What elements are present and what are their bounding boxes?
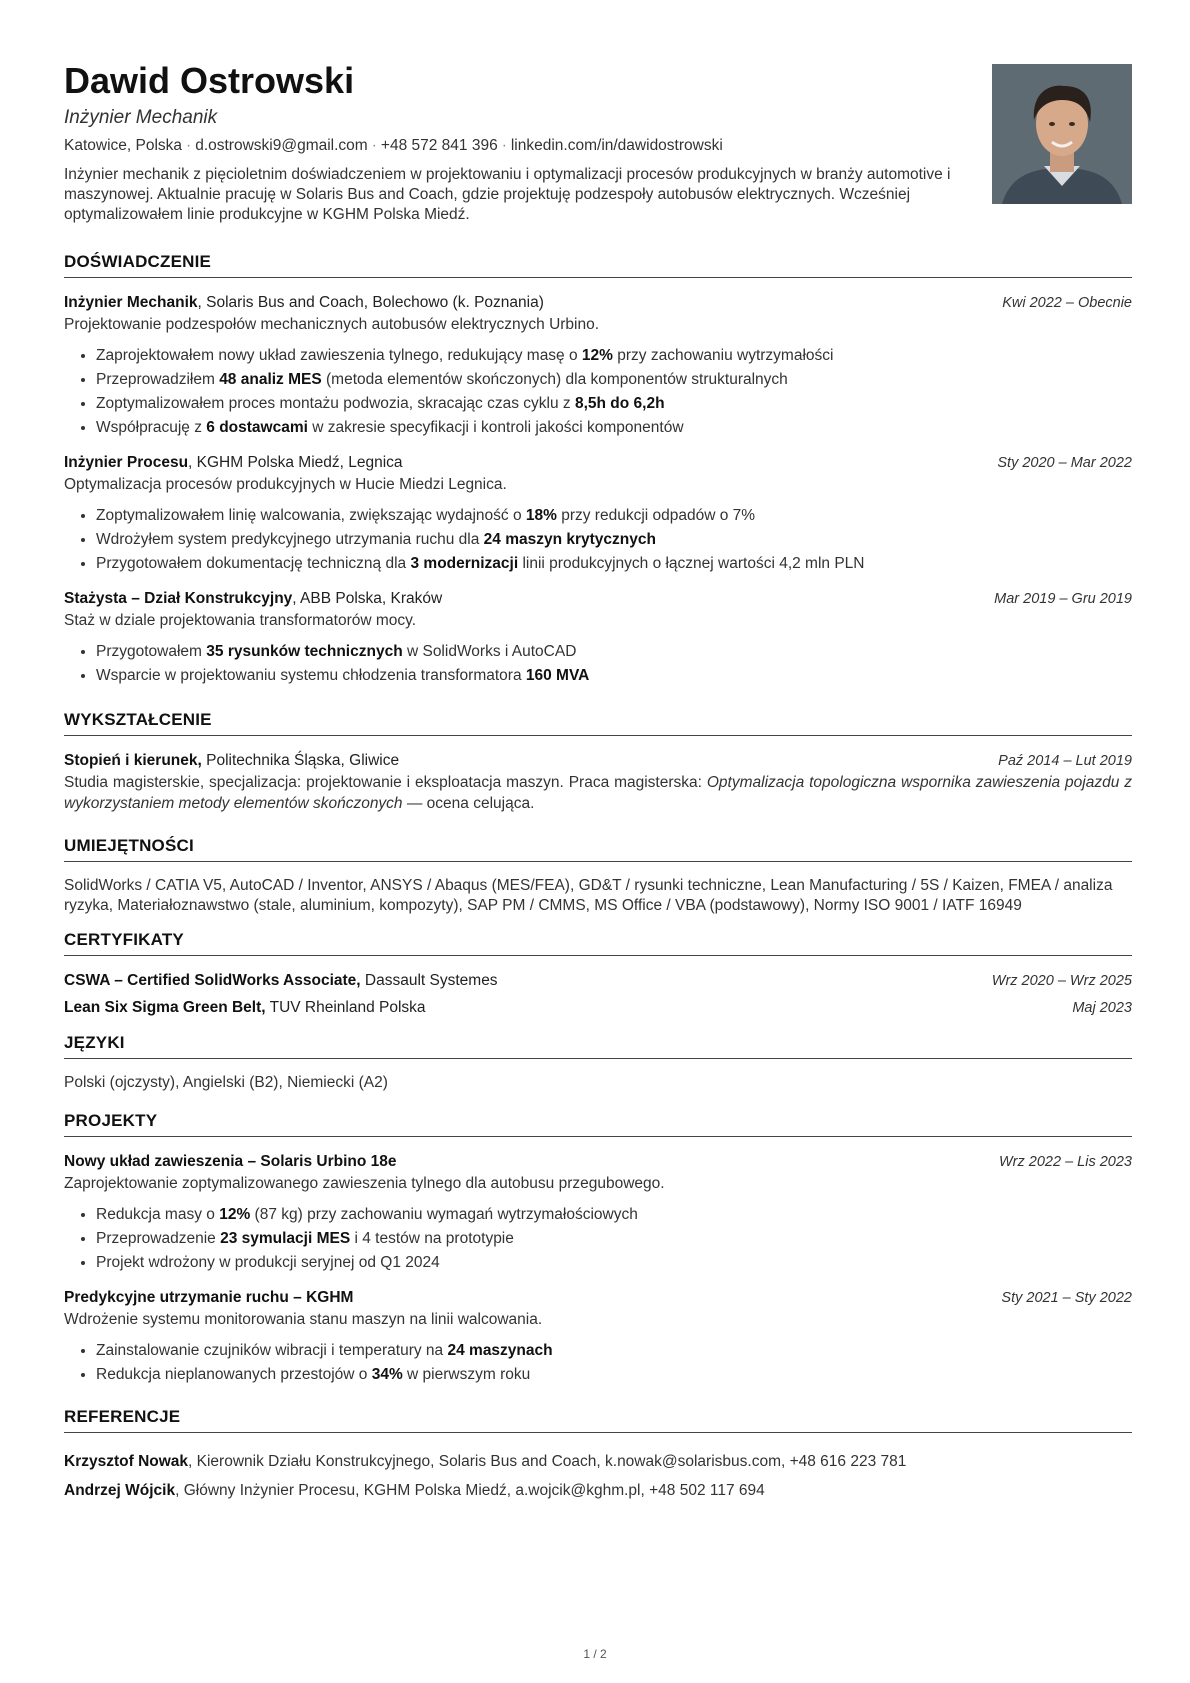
profile-summary: Inżynier mechanik z pięcioletnim doświadczeniem w projektowaniu i optymalizacji procesów produkcyjnych w branży automotive i maszynowej. Aktualnie pracuję w Solaris Bus and Coach, gdzie projektuję podzespoły autobusów elektrycznych. Wcześniej optymalizowałem linie produkcyjne w KGHM Polska Miedź. bbox=[64, 166, 951, 223]
reference-details: , Kierownik Działu Konstrukcyjnego, Solaris Bus and Coach, k.nowak@solarisbus.com, +48 616 223 781 bbox=[188, 1453, 907, 1470]
list-item: • Przygotowałem 35 rysunków technicznych w SolidWorks i AutoCAD bbox=[96, 640, 1132, 664]
projects-section bbox=[64, 1111, 1132, 1387]
projects-heading: PROJEKTY bbox=[64, 1111, 1132, 1137]
job-achievements bbox=[64, 344, 1132, 440]
contact-phone[interactable]: +48 572 841 396 bbox=[380, 137, 498, 154]
education-description: Studia magisterskie, specjalizacja: projektowanie i eksploatacja maszyn. Praca magisterska: Optymalizacja topologiczna wspornika zawieszenia pojazdu z wykorzystaniem metody elementów skończonych — ocena celująca. bbox=[64, 774, 1132, 812]
project-entry bbox=[64, 1151, 1132, 1275]
thesis-title: Optymalizacja topologiczna wspornika zawieszenia pojazdu z wykorzystaniem metody elementów skończonych bbox=[64, 774, 1132, 812]
job-date: Sty 2020 – Mar 2022 bbox=[997, 455, 1132, 471]
languages-list: Polski (ojczysty), Angielski (B2), Niemiecki (A2) bbox=[64, 1074, 388, 1091]
certificate-date: Wrz 2020 – Wrz 2025 bbox=[991, 973, 1132, 989]
school-name: Politechnika Śląska, Gliwice bbox=[201, 752, 400, 769]
project-description: Wdrożenie systemu monitorowania stanu maszyn na linii walcowania. bbox=[64, 1311, 543, 1328]
list-item: • Współpracuję z 6 dostawcami w zakresie specyfikacji i kontroli jakości komponentów bbox=[96, 416, 1132, 440]
education-heading: WYKSZTAŁCENIE bbox=[64, 710, 1132, 736]
project-title: Nowy układ zawieszenia – Solaris Urbino 18e bbox=[64, 1153, 397, 1170]
skills-heading: UMIEJĘTNOŚCI bbox=[64, 836, 1132, 862]
job-date: Kwi 2022 – Obecnie bbox=[1002, 295, 1132, 311]
education-entry bbox=[64, 750, 1132, 814]
contact-location: Katowice, Polska bbox=[64, 137, 183, 154]
resume-header bbox=[64, 60, 1132, 232]
contact-linkedin[interactable]: linkedin.com/in/dawidostrowski bbox=[510, 137, 723, 154]
job-achievements bbox=[64, 504, 1132, 576]
experience-section bbox=[64, 252, 1132, 688]
list-item: • Przeprowadzenie 23 symulacji MES i 4 testów na prototypie bbox=[96, 1227, 1132, 1251]
references-section bbox=[64, 1407, 1132, 1505]
project-results bbox=[64, 1203, 1132, 1275]
certificate-issuer: Dassault Systemes bbox=[360, 972, 498, 989]
project-date: Wrz 2022 – Lis 2023 bbox=[999, 1154, 1132, 1170]
certificate-date: Maj 2023 bbox=[1072, 1000, 1132, 1016]
list-item: • Redukcja nieplanowanych przestojów o 34% w pierwszym roku bbox=[96, 1363, 1132, 1387]
job-employer: , ABB Polska, Kraków bbox=[292, 590, 443, 607]
job-description: Optymalizacja procesów produkcyjnych w Hucie Miedzi Legnica. bbox=[64, 476, 507, 493]
job-achievements bbox=[64, 640, 1132, 688]
project-date: Sty 2021 – Sty 2022 bbox=[1001, 1290, 1132, 1306]
candidate-role: Inżynier Mechanik bbox=[64, 107, 218, 128]
certificate-entry bbox=[64, 997, 1132, 1019]
list-item: • Zaprojektowałem nowy układ zawieszenia tylnego, redukujący masę o 12% przy zachowaniu wytrzymałości bbox=[96, 344, 1132, 368]
reference-entry bbox=[64, 1476, 1132, 1505]
list-item: • Zoptymalizowałem proces montażu podwozia, skracając czas cyklu z 8,5h do 6,2h bbox=[96, 392, 1132, 416]
education-date: Paź 2014 – Lut 2019 bbox=[998, 753, 1132, 769]
job-employer: , Solaris Bus and Coach, Bolechowo (k. Poznania) bbox=[197, 294, 544, 311]
job-description: Staż w dziale projektowania transformatorów mocy. bbox=[64, 612, 417, 629]
job-title: Stażysta – Dział Konstrukcyjny bbox=[64, 590, 293, 607]
list-item: • Wsparcie w projektowaniu systemu chłodzenia transformatora 160 MVA bbox=[96, 664, 1132, 688]
experience-heading: DOŚWIADCZENIE bbox=[64, 252, 1132, 278]
skills-list: SolidWorks / CATIA V5, AutoCAD / Inventor, ANSYS / Abaqus (MES/FEA), GD&T / rysunki techniczne, Lean Manufacturing / 5S / Kaizen, FMEA / analiza ryzyka, Materiałoznawstwo (stale, aluminium, kompozyty), SAP PM / CMMS, MS Office / VBA (podstawowy), Normy ISO 9001 / IATF 16949 bbox=[64, 877, 1113, 914]
candidate-name: Dawid Ostrowski bbox=[64, 60, 355, 101]
experience-entry bbox=[64, 452, 1132, 576]
contact-email[interactable]: d.ostrowski9@gmail.com bbox=[195, 137, 368, 154]
experience-entry bbox=[64, 588, 1132, 688]
reference-details: , Główny Inżynier Procesu, KGHM Polska Miedź, a.wojcik@kghm.pl, +48 502 117 694 bbox=[175, 1482, 765, 1499]
page-number: 1 / 2 bbox=[583, 1647, 607, 1661]
profile-photo bbox=[992, 64, 1132, 204]
languages-heading: JĘZYKI bbox=[64, 1033, 1132, 1059]
job-employer: , KGHM Polska Miedź, Legnica bbox=[188, 454, 403, 471]
skills-section bbox=[64, 836, 1132, 916]
reference-entry bbox=[64, 1447, 1132, 1476]
certificates-section bbox=[64, 930, 1132, 1019]
certificates-heading: CERTYFIKATY bbox=[64, 930, 1132, 956]
job-description: Projektowanie podzespołów mechanicznych autobusów elektrycznych Urbino. bbox=[64, 316, 600, 333]
reference-name: Krzysztof Nowak bbox=[64, 1453, 189, 1470]
project-description: Zaprojektowanie zoptymalizowanego zawieszenia tylnego dla autobusu przegubowego. bbox=[64, 1175, 665, 1192]
degree-title: Stopień i kierunek, bbox=[64, 752, 202, 769]
resume-page bbox=[64, 60, 1132, 1505]
list-item: • Zoptymalizowałem linię walcowania, zwiększając wydajność o 18% przy redukcji odpadów o 7% bbox=[96, 504, 1132, 528]
certificate-issuer: TUV Rheinland Polska bbox=[265, 999, 426, 1016]
list-item: • Przeprowadziłem 48 analiz MES (metoda elementów skończonych) dla komponentów strukturalnych bbox=[96, 368, 1132, 392]
job-title: Inżynier Procesu bbox=[64, 454, 189, 471]
contact-line: Katowice, Polska · d.ostrowski9@gmail.com · +48 572 841 396 · linkedin.com/in/dawidostrowski bbox=[64, 137, 723, 154]
reference-name: Andrzej Wójcik bbox=[64, 1482, 176, 1499]
education-section bbox=[64, 710, 1132, 814]
languages-section bbox=[64, 1033, 1132, 1093]
list-item: • Przygotowałem dokumentację techniczną dla 3 modernizacji linii produkcyjnych o łącznej wartości 4,2 mln PLN bbox=[96, 552, 1132, 576]
list-item: • Redukcja masy o 12% (87 kg) przy zachowaniu wymagań wytrzymałościowych bbox=[96, 1203, 1132, 1227]
references-heading: REFERENCJE bbox=[64, 1407, 1132, 1433]
certificate-title: Lean Six Sigma Green Belt, bbox=[64, 999, 266, 1016]
project-title: Predykcyjne utrzymanie ruchu – KGHM bbox=[64, 1289, 354, 1306]
job-date: Mar 2019 – Gru 2019 bbox=[994, 591, 1132, 607]
project-entry bbox=[64, 1287, 1132, 1387]
certificate-entry bbox=[64, 970, 1132, 992]
list-item: • Wdrożyłem system predykcyjnego utrzymania ruchu dla 24 maszyn krytycznych bbox=[96, 528, 1132, 552]
job-title: Inżynier Mechanik bbox=[64, 294, 198, 311]
project-results bbox=[64, 1339, 1132, 1387]
list-item: • Projekt wdrożony w produkcji seryjnej od Q1 2024 bbox=[96, 1251, 1132, 1275]
certificate-title: CSWA – Certified SolidWorks Associate, bbox=[64, 972, 361, 989]
experience-entry bbox=[64, 292, 1132, 440]
list-item: • Zainstalowanie czujników wibracji i temperatury na 24 maszynach bbox=[96, 1339, 1132, 1363]
